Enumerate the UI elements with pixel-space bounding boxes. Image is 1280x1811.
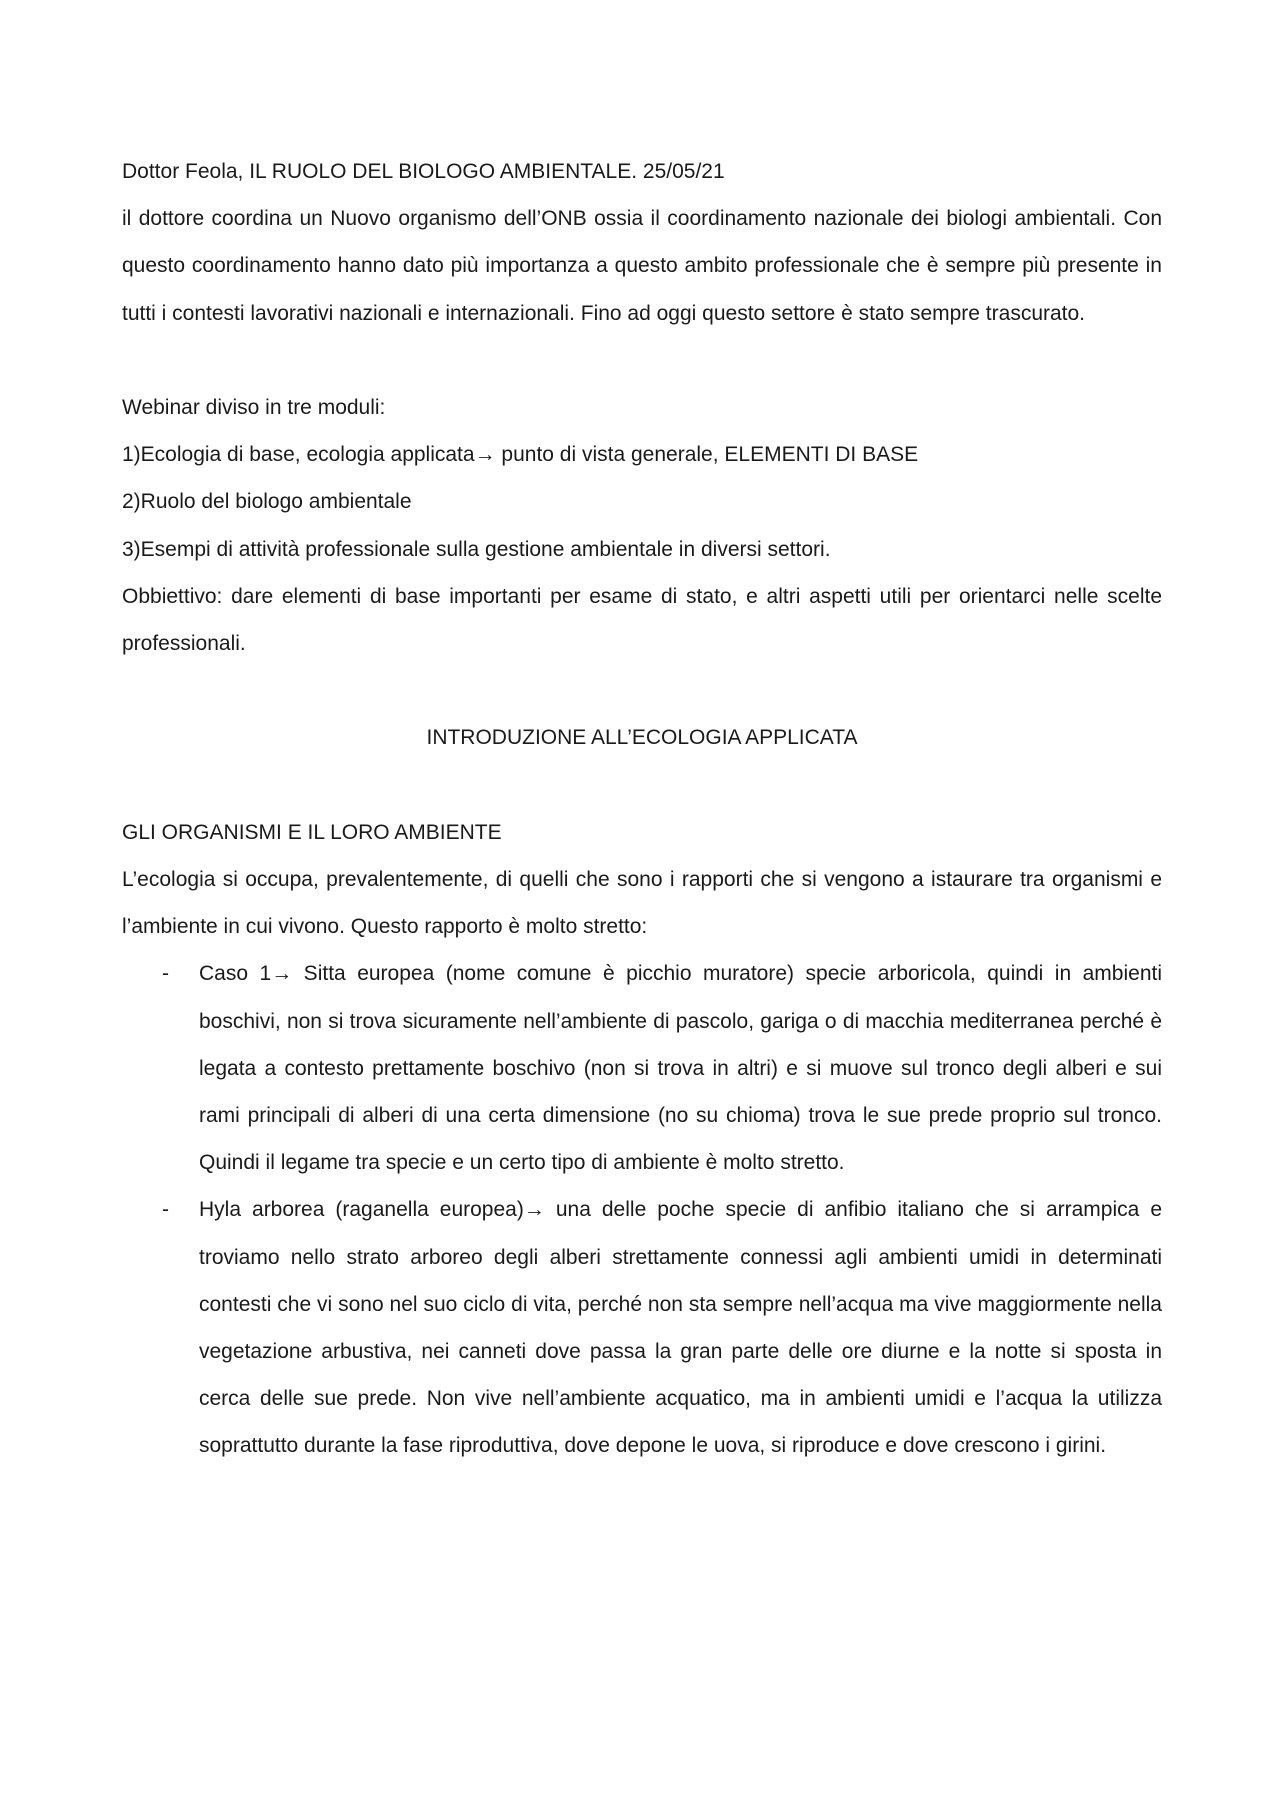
bullet-list bbox=[122, 950, 1162, 1469]
section-title: INTRODUZIONE ALL’ECOLOGIA APPLICATA bbox=[426, 726, 858, 750]
list-item bbox=[122, 1186, 1162, 1469]
document-header-line: Dottor Feola, IL RUOLO DEL BIOLOGO AMBIENTALE. 25/05/21 bbox=[122, 160, 725, 183]
document-body bbox=[122, 148, 1162, 1470]
module-item-2: 2)Ruolo del biologo ambientale bbox=[122, 490, 412, 514]
module-item-3: 3)Esempi di attività professionale sulla gestione ambientale in diversi settori. bbox=[122, 537, 831, 561]
subsection-paragraph: L’ecologia si occupa, prevalentemente, di quelli che sono i rapporti che si vengono a istaurare tra organismi e l’ambiente in cui vivono. Questo rapporto è molto stretto: bbox=[122, 868, 1162, 939]
subsection-title: GLI ORGANISMI E IL LORO AMBIENTE bbox=[122, 820, 502, 844]
bullet-dash: - bbox=[162, 1198, 169, 1222]
bullet-text: Hyla arborea (raganella europea)→ una delle poche specie di anfibio italiano che si arrampica e troviamo nello strato arboreo degli alberi strettamente connessi agli ambienti umidi in determinati contesti che vi sono nel suo ciclo di vita, perché non sta sempre nell’acqua ma vive maggiormente nella vegetazione arbustiva, nei canneti dove passa la gran parte delle ore diurne e la notte si sposta in cerca delle sue prede. Non vive nell’ambiente acquatico, ma in ambienti umidi e l’acqua la utilizza soprattutto durante la fase riproduttiva, dove depone le uova, si riproduce e dove crescono i girini. bbox=[199, 1198, 1162, 1458]
blank-line bbox=[122, 762, 1162, 809]
bullet-dash: - bbox=[162, 962, 169, 986]
blank-line bbox=[122, 667, 1162, 714]
blank-line bbox=[122, 337, 1162, 384]
webinar-heading: Webinar diviso in tre moduli: bbox=[122, 396, 386, 419]
list-item bbox=[122, 950, 1162, 1186]
module-item-1: 1)Ecologia di base, ecologia applicata→ punto di vista generale, ELEMENTI DI BASE bbox=[122, 443, 919, 467]
bullet-text: Caso 1→ Sitta europea (nome comune è picchio muratore) specie arboricola, quindi in ambienti boschivi, non si trova sicuramente nell’ambiente di pascolo, gariga o di macchia mediterranea perché è legata a contesto prettamente boschivo (non si trova in altri) e si muove sul tronco degli alberi e sui rami principali di alberi di una certa dimensione (no su chioma) trova le sue prede proprio sul tronco. Quindi il legame tra specie e un certo tipo di ambiente è molto stretto. bbox=[199, 962, 1162, 1175]
objective-paragraph: Obbiettivo: dare elementi di base importanti per esame di stato, e altri aspetti utili per orientarci nelle scelte professionali. bbox=[122, 584, 1162, 656]
webinar-block bbox=[122, 384, 1162, 573]
intro-paragraph: il dottore coordina un Nuovo organismo dell’ONB ossia il coordinamento nazionale dei biologi ambientali. Con questo coordinamento hanno dato più importanza a questo ambito professionale che è sempre più presente in tutti i contesti lavorativi nazionali e internazionali. Fino ad oggi questo settore è stato sempre trascurato. bbox=[122, 207, 1162, 325]
